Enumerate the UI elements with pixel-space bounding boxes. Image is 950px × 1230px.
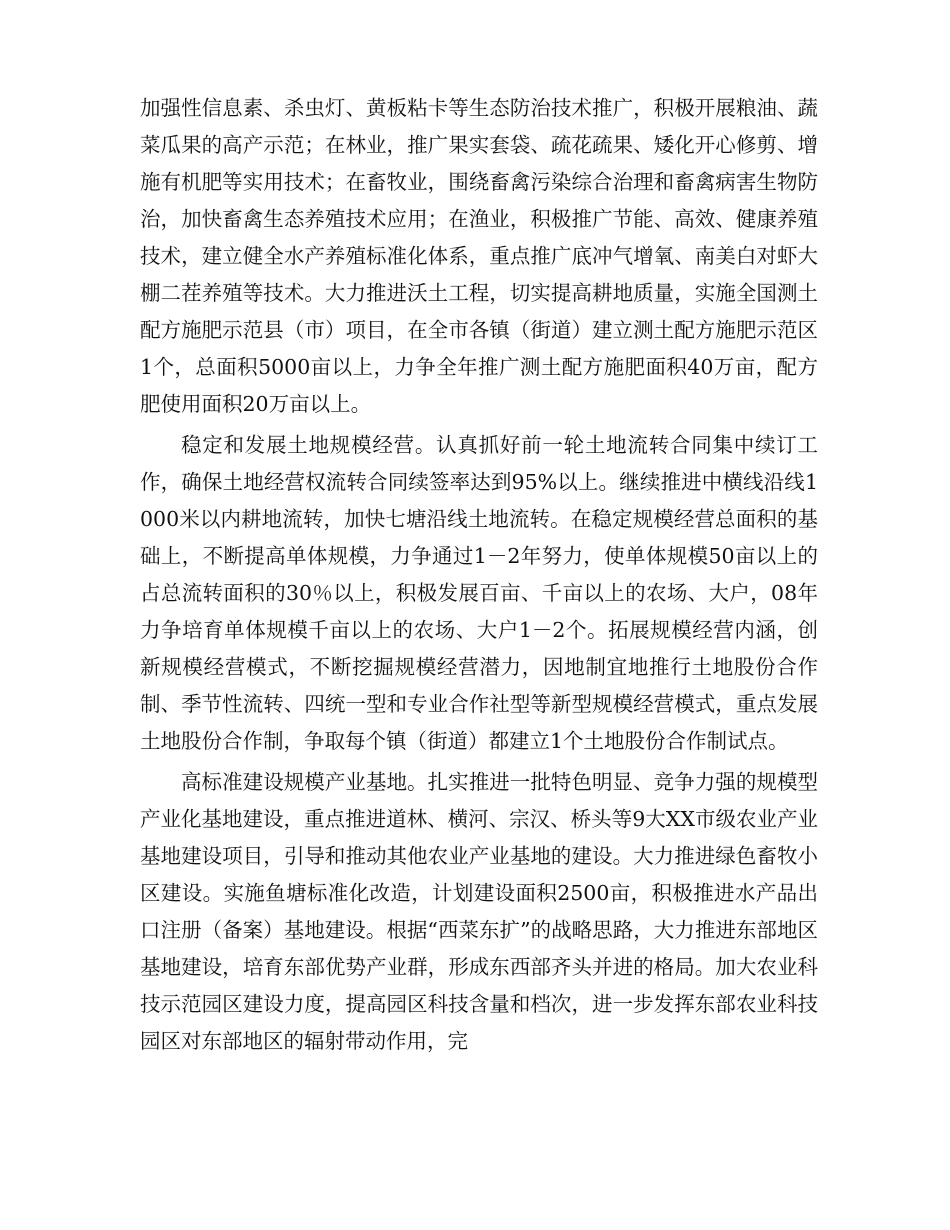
paragraph-land-scale-operation: 稳定和发展土地规模经营。认真抓好前一轮土地流转合同集中续订工作，确保土地经营权流转合同续签率达到95%以上。继续推进中横线沿线1000米以内耕地流转，加快七塘沿线土地流转。在稳定规模经营总面积的基础上，不断提高单体规模，力争通过1－2年努力，使单体规模50亩以上的占总流转面积的30％以上，积极发展百亩、千亩以上的农场、大户，08年力争培育单体规模千亩以上的农场、大户1－2个。拓展规模经营内涵，创新规模经营模式，不断挖掘规模经营潜力，因地制宜地推行土地股份合作制、季节性流转、四统一型和专业合作社型等新型规模经营模式，重点发展土地股份合作制，争取每个镇（街道）都建立1个土地股份合作制试点。 [140, 433, 818, 753]
paragraph-industry-base: 高标准建设规模产业基地。扎实推进一批特色明显、竞争力强的规模型产业化基地建设，重点推进道林、横河、宗汉、桥头等9大XX市级农业产业基地建设项目，引导和推动其他农业产业基地的建设。大力推进绿色畜牧小区建设。实施鱼塘标准化改造，计划建设面积2500亩，积极推进水产品出口注册（备案）基地建设。根据“西菜东扩”的战略思路，大力推进东部地区基地建设，培育东部优势产业群，形成东西部齐头并进的格局。加大农业科技示范园区建设力度，提高园区科技含量和档次，进一步发挥东部农业科技园区对东部地区的辐射带动作用，完 [140, 770, 818, 1053]
document-body [140, 90, 818, 1064]
paragraph-continuation: 加强性信息素、杀虫灯、黄板粘卡等生态防治技术推广，积极开展粮油、蔬菜瓜果的高产示范；在林业，推广果实套袋、疏花疏果、矮化开心修剪、增施有机肥等实用技术；在畜牧业，围绕畜禽污染综合治理和畜禽病害生物防治，加快畜禽生态养殖技术应用；在渔业，积极推广节能、高效、健康养殖技术，建立健全水产养殖标准化体系，重点推广底冲气增氧、南美白对虾大棚二茬养殖等技术。大力推进沃土工程，切实提高耕地质量，实施全国测土配方施肥示范县（市）项目，在全市各镇（街道）建立测土配方施肥示范区1个，总面积5000亩以上，力争全年推广测土配方施肥面积40万亩，配方肥使用面积20万亩以上。 [140, 96, 818, 416]
